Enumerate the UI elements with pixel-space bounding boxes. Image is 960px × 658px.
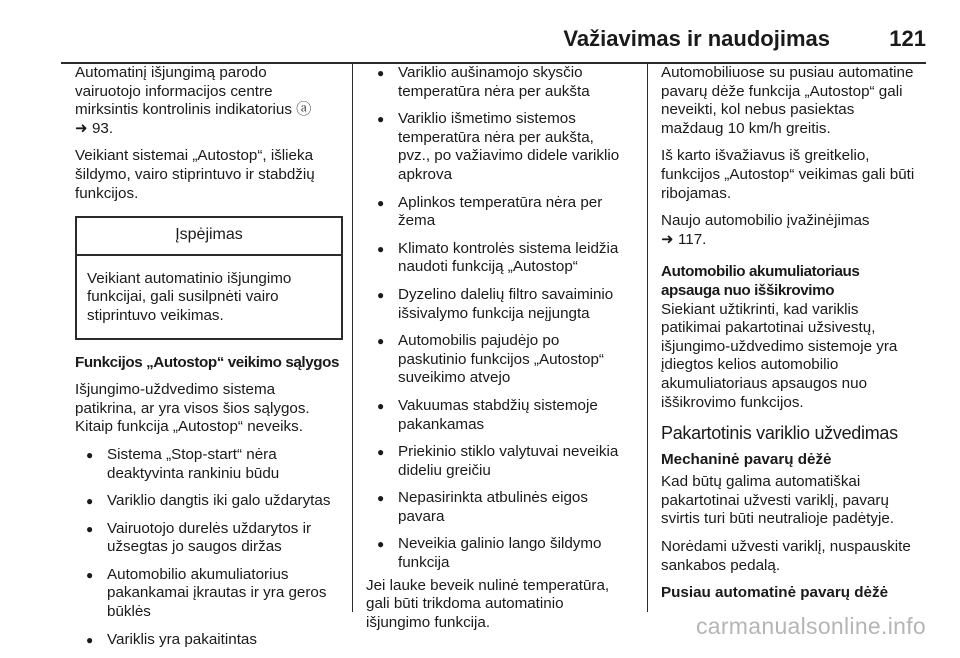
list-item: ● Klimato kontrolės sistema leidžia naudoti funkciją „Autostop“	[366, 240, 636, 277]
page-number: 121	[889, 26, 926, 51]
page-reference-link[interactable]: ➜ 117.	[661, 230, 707, 248]
list-item: ● Automobilio akumuliatorius pakankamai įkrautas ir yra geros būklės	[75, 566, 343, 622]
paragraph: Norėdami užvesti variklį, nuspauskite sankabos pedalą.	[661, 538, 911, 574]
list-item: ● Dyzelino dalelių filtro savaiminio išsivalymo funkcija neįjungta	[366, 286, 636, 323]
watermark: carmanualsonline.info	[695, 613, 926, 639]
column-2	[366, 64, 636, 641]
warning-box	[75, 216, 343, 339]
column-3	[661, 64, 929, 607]
paragraph: Automobiliuose su pusiau automatine pavarų dėže funkcija „Autostop“ gali neveikti, kol nebus pasiektas maždaug 10 km/h greitis.	[661, 64, 914, 137]
list-item: ● Neveikia galinio lango šildymo funkcija	[366, 535, 636, 572]
section-heading: Funkcijos „Autostop“ veikimo sąlygos	[75, 353, 340, 371]
list-item: ● Variklio aušinamojo skysčio temperatūra nėra per aukšta	[366, 64, 636, 101]
list-item: ● Vakuumas stabdžių sistemoje pakankamas	[366, 397, 636, 434]
list-item: ● Variklio dangtis iki galo uždarytas	[75, 492, 343, 511]
list-item: ● Variklis yra pakaitintas	[75, 631, 343, 650]
paragraph: Automatinį išjungimą parodo vairuotojo informacijos centre mirksintis kontrolinis indikatorius ⓐ ➜ 93.	[75, 64, 343, 138]
list-item: ● Vairuotojo durelės uždarytos ir užsegtas jo saugos diržas	[75, 520, 343, 557]
paragraph: Siekiant užtikrinti, kad variklis patikimai pakartotinai užsivestų, išjungimo-uždvedimo sistemoje yra įdiegtos kelios automobilio akumuliatoriaus apsaugos nuo iššikrovimo funkcijos.	[661, 300, 898, 411]
paragraph: Naujo automobilio įvažinėjimas ➜ 117.	[661, 212, 929, 249]
paragraph: Jei lauke beveik nulinė temperatūra, gali būti trikdoma automatinio išjungimo funkcija.	[366, 576, 610, 631]
list-item: ● Aplinkos temperatūra nėra per žema	[366, 194, 636, 231]
list-item: ● Automobilis pajudėjo po paskutinio funkcijos „Autostop“ suveikimo atvejo	[366, 332, 636, 388]
page-header	[61, 22, 926, 64]
warning-body: Veikiant automatinio išjungimo funkcijai, gali susilpnėti vairo stiprintuvo veikimas.	[87, 269, 292, 324]
list-item: ● Nepasirinkta atbulinės eigos pavara	[366, 489, 636, 526]
paragraph: Kad būtų galima automatiškai pakartotinai užvesti variklį, pavarų svirtis turi būti neutralioje padėtyje.	[661, 473, 894, 528]
section-title: Važiavimas ir naudojimas	[563, 26, 830, 51]
paragraph: Išjungimo-uždvedimo sistema patikrina, ar yra visos šios sąlygos. Kitaip funkcija „Autostop“ neveiks.	[75, 381, 310, 436]
subheading: Pusiau automatinė pavarų dėžė	[661, 584, 889, 602]
list-item: ● Variklio išmetimo sistemos temperatūra nėra per aukšta, pvz., po važiavimo didele variklio apkrova	[366, 110, 636, 184]
paragraph: Veikiant sistemai „Autostop“, išlieka šildymo, vairo stiprintuvo ir stabdžių funkcijos.	[75, 147, 315, 202]
list-item: ● Sistema „Stop-start“ nėra deaktyvinta rankiniu būdu	[75, 446, 343, 483]
list-item: ● Priekinio stiklo valytuvai neveikia dideliu greičiu	[366, 443, 636, 480]
condition-list	[366, 64, 636, 573]
section-heading: Automobilio akumuliatoriaus apsauga nuo iššikrovimo	[661, 263, 860, 299]
condition-list	[75, 446, 343, 649]
column-divider	[352, 62, 353, 612]
page-reference-link[interactable]: ➜ 93.	[75, 119, 114, 137]
subheading: Mechaninė pavarų dėžė	[661, 450, 832, 468]
paragraph: Iš karto išvažiavus iš greitkelio, funkcijos „Autostop“ veikimas gali būti ribojamas.	[661, 147, 915, 202]
section-heading-large: Pakartotinis variklio užvedimas	[661, 423, 898, 444]
warning-title: Įspėjimas	[77, 218, 341, 256]
column-1	[75, 64, 343, 658]
column-divider	[647, 62, 648, 612]
